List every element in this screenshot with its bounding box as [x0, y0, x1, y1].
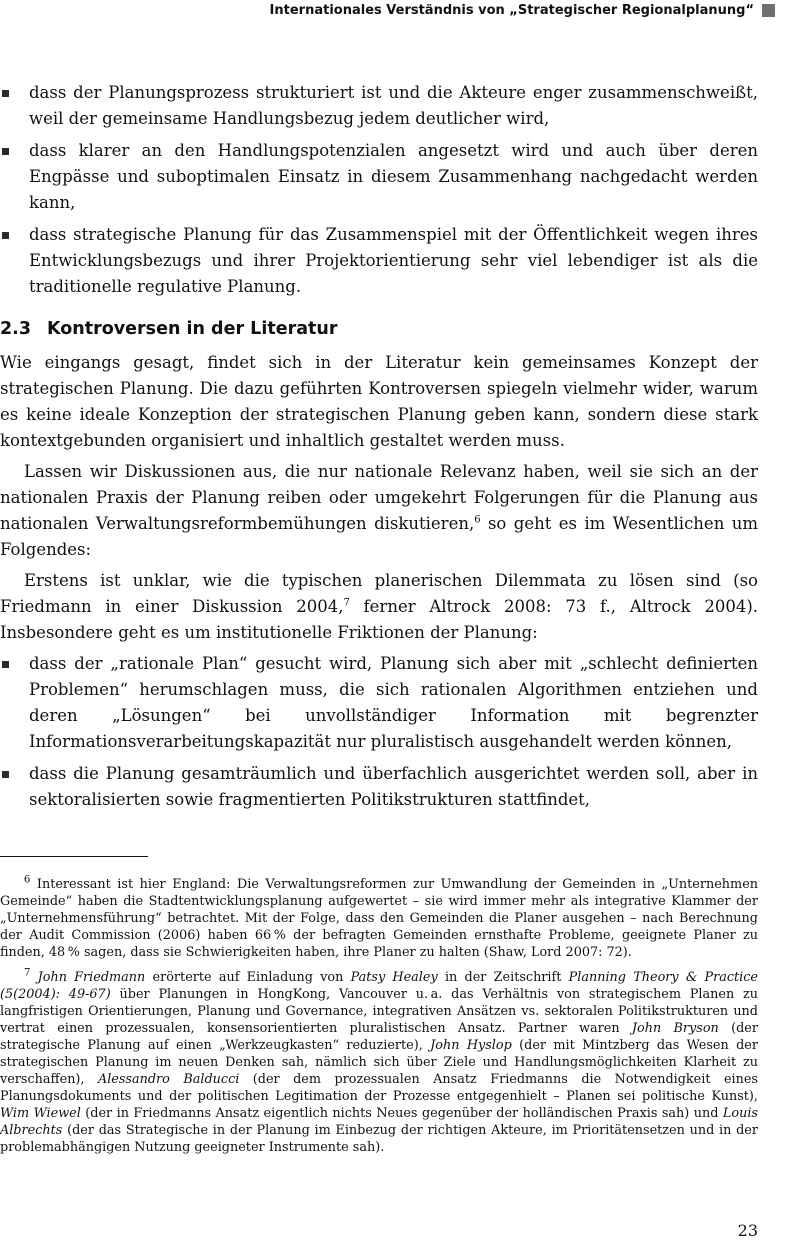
list-item [0, 80, 758, 132]
footnote-ref: 6 [474, 514, 481, 526]
footnote-text: (der mit Mintzberg das Wesen der strategischen Planung im neuen Denken sah, nämlich sich über Ziele und Handlungsmöglichkeiten Klarheit zu verschaffen), [0, 1038, 758, 1087]
list-item [0, 138, 758, 216]
footnote-number: 7 [24, 967, 31, 979]
footnote-text: Interessant ist hier England: Die Verwaltungsreformen zur Umwandlung der Gemeinden in „Unternehmen Gemeinde“ haben die Stadtentwicklungsplanung aufgewertet – sie wird immer mehr als integrative Klammer der „Unternehmensführung“ betrachtet. Mit der Folge, dass den Gemeinden die Planer ausgehen – nach Berechnung der Audit Commission (2006) haben 66 % der befragten Gemeinden ernsthafte Probleme, geeignete Planer zu finden, 48 % sagen, dass sie Schwierigkeiten haben, ihre Planer zu halten (Shaw, Lord 2007: 72). [0, 877, 759, 960]
paragraph-text: Erstens ist unklar, wie die typischen planerischen Dilemmata zu lösen sind (so Friedmann in einer Diskussion 2004, [0, 571, 758, 616]
paragraph: Wie eingangs gesagt, findet sich in der Literatur kein gemeinsames Konzept der strategischen Planung. Die dazu geführten Kontroversen spiegeln vielmehr wider, warum es keine ideale Konzeption der strategischen Planung geben kann, sondern diese stark kontextgebunden organisiert und inhaltlich gestaltet werden muss. [0, 353, 758, 450]
footnote-text: (der dem prozessualen Ansatz Friedmanns die Notwendigkeit eines Planungsdokuments und der politischen Legitimation der Prozesse entgegenhielt – Planen sei politische Kunst), [0, 1072, 758, 1104]
footnote-text: (der in Friedmanns Ansatz eigentlich nichts Neues gegenüber der holländischen Praxis sah) und [80, 1106, 723, 1121]
page-number: 23 [737, 1221, 758, 1240]
footnotes [0, 876, 758, 1164]
footnote-ref: 7 [343, 597, 350, 609]
paragraph-text: so geht es im Wesentlichen um Folgendes: [0, 514, 758, 559]
square-bullet-icon [2, 232, 9, 239]
running-head-square-icon [762, 4, 775, 17]
list-item [0, 651, 758, 755]
author-name: John Bryson [631, 1021, 719, 1036]
list-item-text: dass klarer an den Handlungspotenzialen angesetzt wird und auch über deren Engpässe und suboptimalen Einsatz in diesem Zusammenhang nachgedacht werden kann, [29, 141, 758, 212]
list-item-text: dass die Planung gesamträumlich und überfachlich ausgerichtet werden soll, aber in sektoralisierten sowie fragmentierten Politikstrukturen stattfindet, [29, 764, 758, 809]
footnote-text: erörterte auf Einladung von [145, 970, 351, 985]
footnote [0, 969, 758, 1156]
footnote [0, 876, 758, 961]
author-name: Alessandro Balducci [97, 1072, 240, 1087]
author-name: John Friedmann [37, 970, 146, 985]
main-text [0, 80, 758, 819]
square-bullet-icon [2, 661, 9, 668]
author-name: Wim Wiewel [0, 1106, 81, 1121]
list-item-text: dass der Planungsprozess strukturiert ist und die Akteure enger zusammenschweißt, weil der gemeinsame Handlungsbezug jedem deutlicher wird, [29, 83, 758, 128]
section-heading [0, 316, 758, 342]
author-name: Louis Albrechts [0, 1106, 758, 1138]
square-bullet-icon [2, 148, 9, 155]
footnote-text: in der Zeitschrift [437, 970, 569, 985]
bullet-list-top [0, 80, 758, 300]
section-title: Kontroversen in der Literatur [47, 319, 338, 339]
section-number: 2.3 [0, 319, 32, 339]
list-item [0, 222, 758, 300]
footnote-number: 6 [24, 874, 31, 886]
footnote-text: über Planungen in HongKong, Vancouver u. a. das Verhältnis von strategischem Planen zu langfristigen Orientierungen, Planung und Governance, integrativen Ansätzen vs. sektoralen Politikstrukturen und vertrat einen prozessualen, konsensorientierten pluralistischen Ansatz. Partner waren [0, 987, 759, 1036]
author-name: John Hyslop [430, 1038, 512, 1053]
list-item-text: dass der „rationale Plan“ gesucht wird, Planung sich aber mit „schlecht definierten Problemen“ herumschlagen muss, die sich rationalen Algorithmen entziehen und deren „Lösungen“ bei unvollständiger Information mit begrenzter Informationsverarbeitungskapazität nur pluralistisch ausgehandelt werden können, [29, 654, 758, 751]
list-item [0, 761, 758, 813]
running-head [270, 0, 775, 20]
square-bullet-icon [2, 90, 9, 97]
paragraph [0, 459, 758, 563]
running-head-title: Internationales Verständnis von „Strategischer Regionalplanung“ [269, 2, 754, 18]
paragraph-text: ferner Altrock 2008: 73 f., Altrock 2004). Insbesondere geht es um institutionelle Friktionen der Planung: [0, 597, 758, 642]
footnote-text: (der strategische Planung auf einen „Werkzeugkasten“ reduzierte), [0, 1021, 758, 1053]
journal-title: Planning Theory & Practice (5(2004): 49-67) [0, 970, 758, 1002]
author-name: Patsy Healey [350, 970, 438, 985]
list-item-text: dass strategische Planung für das Zusammenspiel mit der Öffentlichkeit wegen ihres Entwicklungsbezugs und ihrer Projektorientierung sehr viel lebendiger ist als die traditionelle regulative Planung. [29, 225, 758, 296]
square-bullet-icon [2, 771, 9, 778]
paragraph [0, 568, 758, 646]
bullet-list-bottom [0, 651, 758, 813]
footnote-divider [0, 856, 148, 857]
paragraph-text: Lassen wir Diskussionen aus, die nur nationale Relevanz haben, weil sie sich an der nationalen Praxis der Planung reiben oder umgekehrt Folgerungen für die Planung aus nationalen Verwaltungsreformbemühungen diskutieren, [0, 462, 758, 533]
footnote-text: (der das Strategische in der Planung im Einbezug der richtigen Akteure, im Prioritätensetzen und in der problemabhängigen Nutzung geeigneter Instrumente sah). [0, 1123, 758, 1155]
